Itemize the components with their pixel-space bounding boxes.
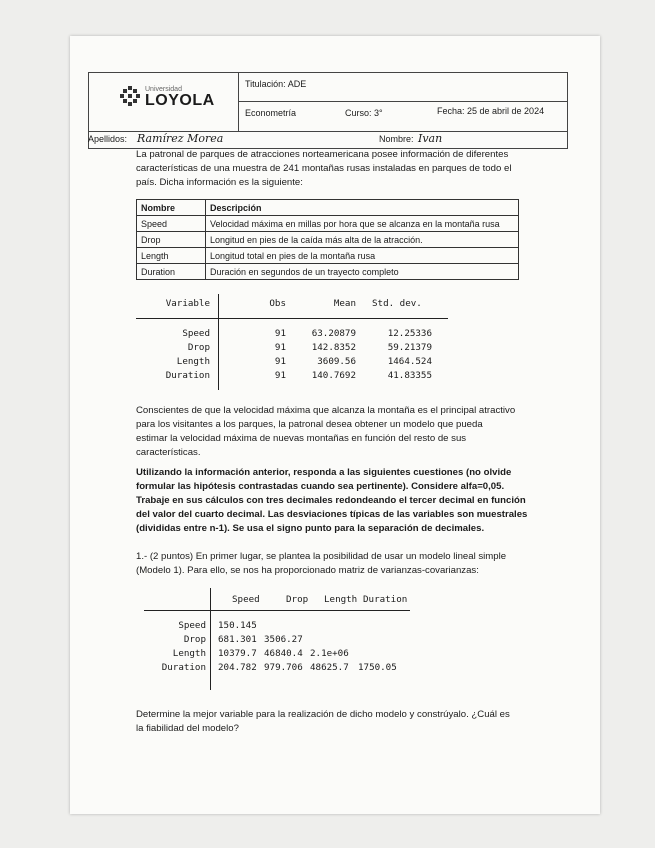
table-row: Duration Duración en segundos de un trayecto completo [137, 264, 519, 280]
titulacion: Titulación: ADE [245, 79, 307, 89]
variables-table [136, 199, 519, 280]
name-row [88, 131, 568, 149]
summary-stats: Variable Obs Mean Std. dev. Speed 91 63.20879 12.25336 Drop 91 142.8352 59.21379 Length 91 3609.56 1464.524 Duration 91 140.7692 41.83355 [136, 294, 436, 390]
apellidos-label: Apellidos: [88, 134, 128, 144]
covariance-matrix: Speed Drop Length Duration Speed 150.145 Drop 681.301 3506.27 Length 10379.7 46840.4 2.1e+06 Duration 204.782 979.706 48625.7 1750.05 [144, 588, 444, 690]
table-header-row: Nombre Descripción [137, 200, 519, 216]
question-1: 1.- (2 puntos) En primer lugar, se plantea la posibilidad de usar un modelo lineal simple (Modelo 1). Para ello, se nos ha proporcionado matriz de varianzas-covarianzas: [136, 551, 507, 576]
exam-header [88, 72, 568, 132]
nombre-signature: Ivan [418, 132, 443, 145]
university-logo-icon [119, 85, 141, 107]
intro-paragraph: La patronal de parques de atracciones norteamericana posee información de diferentes características de una muestra de 241 montañas rusas instaladas en parques de todo el país. Dicha información es la siguiente: [136, 149, 512, 188]
asignatura: Econometría [245, 108, 297, 118]
nombre-label: Nombre: [379, 134, 414, 144]
university-name: LOYOLA [145, 92, 215, 109]
context-paragraph: Conscientes de que la velocidad máxima que alcanza la montaña es el principal atractivo para los visitantes a los parques, la patronal desea obtener un modelo que pueda estimar la velocidad máxima de nuevas montañas en función del resto de sus características. [136, 405, 516, 458]
logo-cell [89, 73, 239, 131]
table-row: Length Longitud total en pies de la montaña rusa [137, 248, 519, 264]
final-question: Determine la mejor variable para la realización de dicho modelo y constrúyalo. ¿Cuál es la fiabilidad del modelo? [136, 709, 510, 734]
table-row: Drop Longitud en pies de la caída más alta de la atracción. [137, 232, 519, 248]
curso: Curso: 3° [345, 108, 383, 118]
fecha: Fecha: 25 de abril de 2024 [437, 106, 545, 116]
university-small-label: Universidad [145, 86, 182, 93]
instructions-paragraph: Utilizando la información anterior, responda a las siguientes cuestiones (no olvide formular las hipótesis contrastadas cuando sea pertinente). Considere alfa=0,05. Trabaje en sus cálculos con tres decimales redondeando el tercer decimal en función del valor del cuarto decimal. Las desviaciones típicas de las variables son muestrales (divididas entre n-1). Se usa el signo punto para la separación de decimales. [136, 467, 528, 534]
table-row: Speed Velocidad máxima en millas por hora que se alcanza en la montaña rusa [137, 216, 519, 232]
apellidos-signature: Ramírez Morea [137, 132, 224, 145]
exam-page [70, 36, 600, 814]
